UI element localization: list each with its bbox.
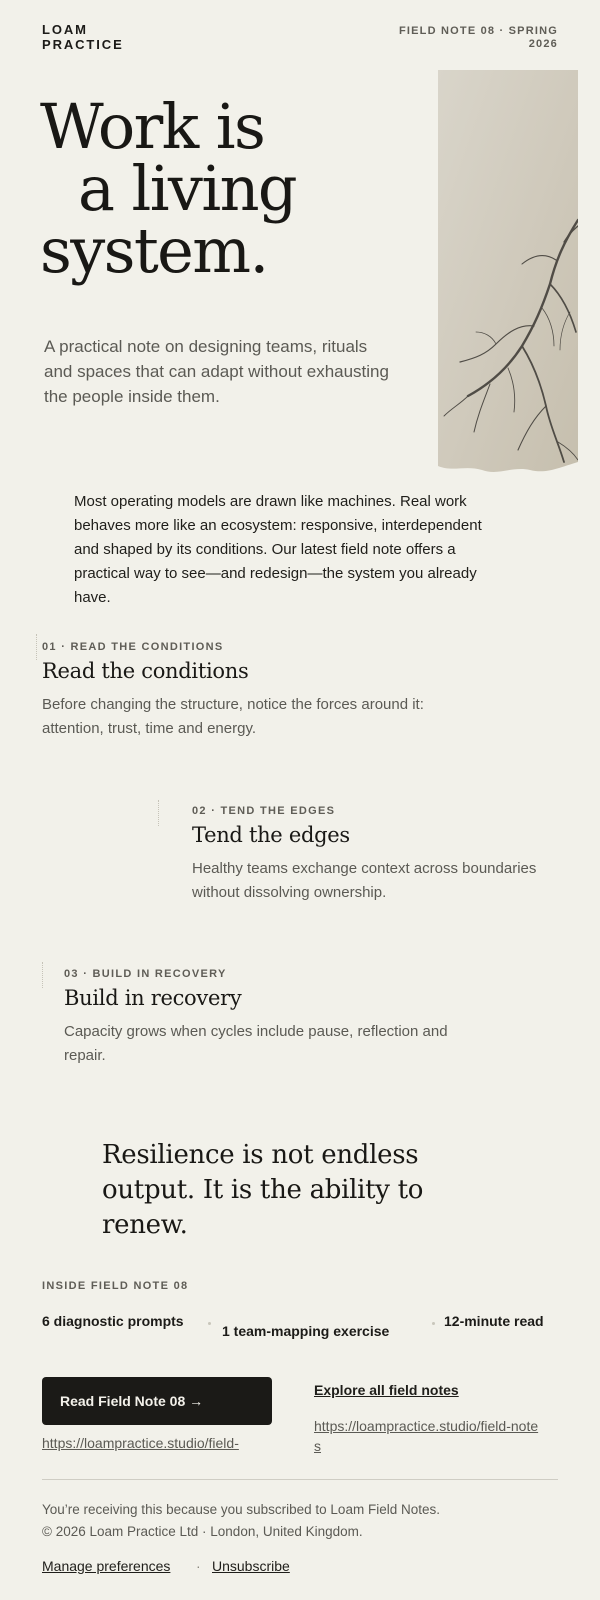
explore-field-notes-url[interactable]: https://loampractice.studio/field-notes bbox=[314, 1418, 539, 1454]
inside-label: INSIDE FIELD NOTE 08 bbox=[42, 1280, 189, 1292]
step-3-marker bbox=[42, 962, 46, 988]
step-2 bbox=[192, 805, 552, 905]
step-2-title: Tend the edges bbox=[192, 823, 350, 847]
stat-read-time: 12-minute read bbox=[444, 1313, 544, 1329]
issue-label: FIELD NOTE 08 · SPRING 2026 bbox=[398, 25, 558, 50]
footer-copyright: © 2026 Loam Practice Ltd · London, United Kingdom. bbox=[42, 1524, 363, 1539]
footer-separator: · bbox=[196, 1558, 201, 1574]
hero-title bbox=[40, 90, 380, 287]
manage-preferences-link[interactable]: Manage preferences bbox=[42, 1558, 171, 1574]
stat-exercise: 1 team-mapping exercise bbox=[222, 1323, 390, 1339]
step-2-label: 02 · TEND THE EDGES bbox=[192, 805, 336, 817]
stat-separator-2 bbox=[432, 1322, 435, 1325]
read-field-note-url[interactable]: https://loampractice.studio/field- bbox=[42, 1435, 239, 1451]
roots-illustration bbox=[438, 70, 578, 474]
intro-paragraph: Most operating models are drawn like machines. Real work behaves more like an ecosystem: responsive, interdependent and shaped by its conditions. Our latest field note offers a practical way to see—and redesign—the system you already have. bbox=[74, 493, 482, 606]
step-2-text: Healthy teams exchange context across boundaries without dissolving ownership. bbox=[192, 860, 537, 901]
brand-logo: LOAM PRACTICE bbox=[42, 22, 124, 52]
step-1 bbox=[42, 641, 462, 741]
step-3-text: Capacity grows when cycles include pause, reflection and repair. bbox=[64, 1023, 448, 1064]
explore-field-notes-link[interactable]: Explore all field notes bbox=[314, 1382, 459, 1398]
step-3-title: Build in recovery bbox=[64, 986, 242, 1010]
hero-subtitle: A practical note on designing teams, rituals and spaces that can adapt without exhausting the people inside them. bbox=[44, 337, 389, 406]
hero-title-line-1: Work is bbox=[40, 90, 265, 163]
step-1-label: 01 · READ THE CONDITIONS bbox=[42, 641, 224, 653]
stat-separator-1 bbox=[208, 1322, 211, 1325]
step-1-marker bbox=[36, 634, 40, 660]
read-field-note-button[interactable]: Read Field Note 08 → bbox=[42, 1377, 272, 1425]
hero-title-line-3: system. bbox=[40, 214, 268, 287]
unsubscribe-link[interactable]: Unsubscribe bbox=[212, 1558, 290, 1574]
step-3 bbox=[64, 968, 464, 1068]
hero-title-line-2: a living bbox=[78, 152, 297, 225]
stat-prompts: 6 diagnostic prompts bbox=[42, 1313, 184, 1329]
pull-quote: Resilience is not endless output. It is the ability to renew. bbox=[102, 1140, 424, 1240]
cracked-earth-roots-image bbox=[438, 70, 578, 474]
footer-text bbox=[42, 1499, 512, 1543]
step-1-title: Read the conditions bbox=[42, 659, 249, 683]
footer-subscription-note: You’re receiving this because you subscribed to Loam Field Notes. bbox=[42, 1502, 440, 1517]
step-3-label: 03 · BUILD IN RECOVERY bbox=[64, 968, 227, 980]
footer-divider bbox=[42, 1479, 558, 1480]
step-2-marker bbox=[158, 800, 162, 826]
step-1-text: Before changing the structure, notice the forces around it: attention, trust, time and energy. bbox=[42, 696, 424, 737]
